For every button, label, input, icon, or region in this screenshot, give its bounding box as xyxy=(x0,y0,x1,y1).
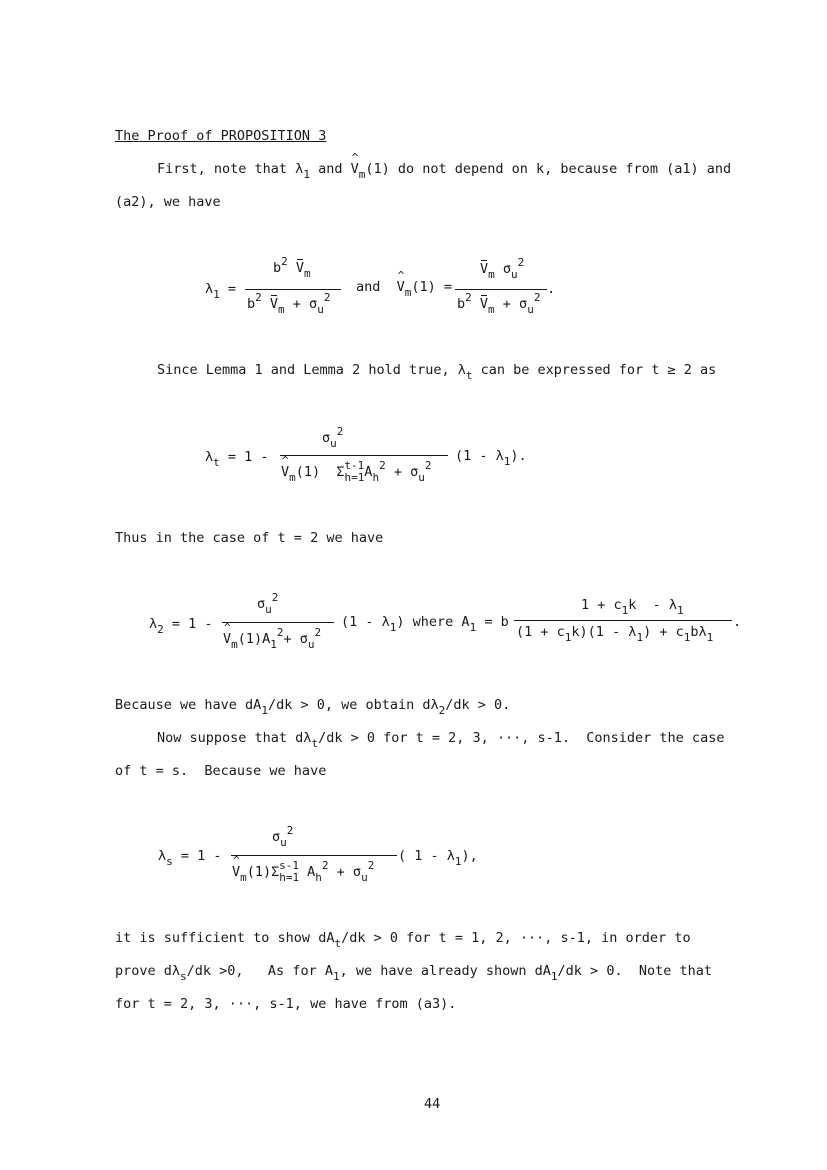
paragraph-5-line-1: Now suppose that $d\lambda_t/dk > 0$ for t = 2, 3, ···, s-1. Consider the case xyxy=(157,730,725,750)
paragraph-2: Since Lemma 1 and Lemma 2 hold true, $\lambda_t$ can be expressed for t ≥ 2 as xyxy=(157,362,717,382)
paragraph-6-line-3: for t = 2, 3, ···, s-1, we have from (a3). xyxy=(115,996,457,1012)
page-number: 44 xyxy=(424,1096,441,1112)
section-heading: The Proof of PROPOSITION 3 xyxy=(115,128,327,144)
paragraph-4: Because we have $dA_1/dk > 0$, we obtain $d\lambda_2/dk > 0$. xyxy=(115,697,511,717)
fraction-bar xyxy=(455,289,547,290)
paragraph-1-line-1: First, note that $\lambda_1$ and ^ $V_m(1)$ do not depend on k, because from (a1) and xyxy=(157,161,731,178)
fraction-bar xyxy=(222,622,334,623)
fraction-bar xyxy=(245,289,341,290)
paragraph-3: Thus in the case of t = 2 we have xyxy=(115,530,384,546)
paragraph-1-line-2: (a2), we have xyxy=(115,194,221,210)
fraction-bar xyxy=(231,855,397,856)
fraction-bar xyxy=(514,620,732,621)
paragraph-5-line-2: of t = s. Because we have xyxy=(115,763,327,779)
fraction-bar xyxy=(280,455,448,456)
paragraph-6-line-1: it is sufficient to show $dA_t/dk > 0$ for t = 1, 2, ···, s-1, in order to xyxy=(115,930,691,950)
paragraph-6-line-2: prove $d\lambda_s/dk >0$, As for $A_1$, we have already shown $dA_1/dk > 0$. Note that xyxy=(115,963,712,983)
